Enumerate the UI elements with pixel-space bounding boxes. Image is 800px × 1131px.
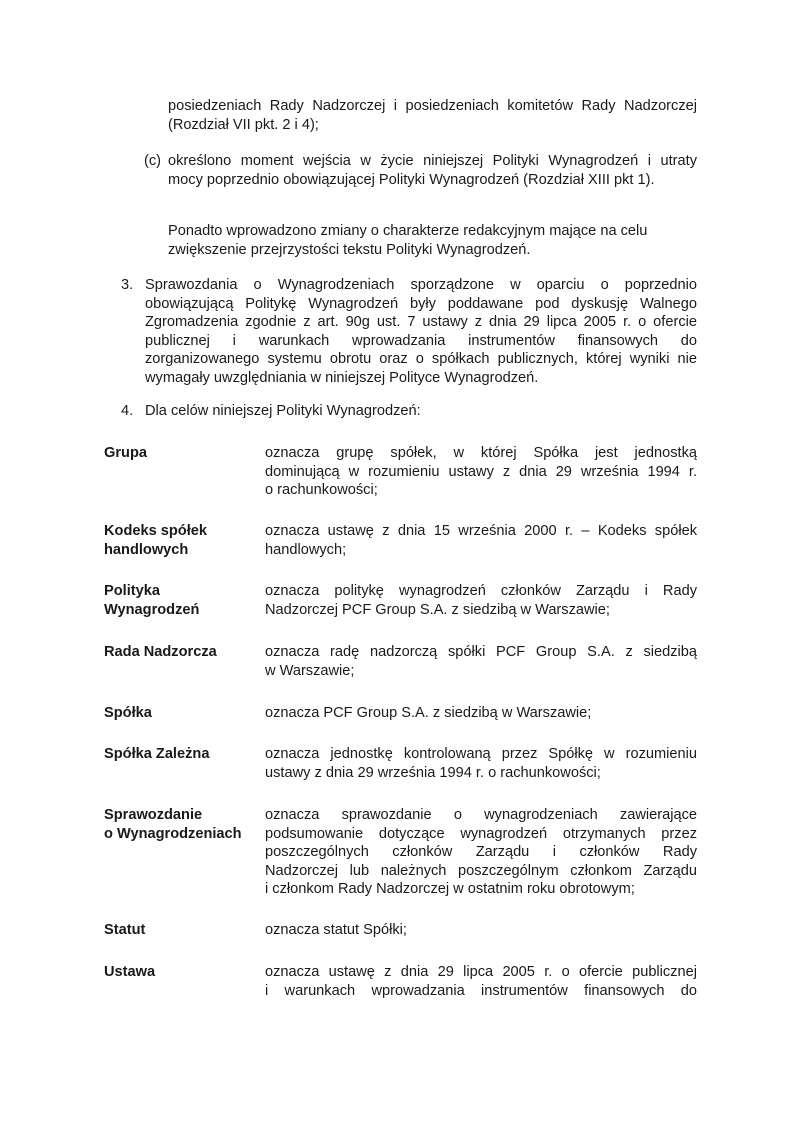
definition-term-polityka: Polityka Wynagrodzeń <box>104 583 200 618</box>
definition-text-spolka-zalezna: oznacza jednostkę kontrolowaną przez Spółkę w rozumieniu ustawy z dnia 29 września 1994 r. o rachunkowości; <box>265 746 697 781</box>
text-line: Ponadto wprowadzono zmiany o charakterze redakcyjnym mające na celu <box>168 223 648 239</box>
text-line: zwiększenie przejrzystości tekstu Polityki Wynagrodzeń. <box>168 241 531 258</box>
definition-term-spolka: Spółka <box>104 705 152 721</box>
text-line: wymagały uwzględniania w niniejszej Polityce Wynagrodzeń. <box>145 369 539 386</box>
definition-text-rada-nadzorcza: oznacza radę nadzorczą spółki PCF Group S.A. z siedzibą w Warszawie; <box>265 644 697 679</box>
definition-text-kodeks: oznacza ustawę z dnia 15 września 2000 r. – Kodeks spółek handlowych; <box>265 523 697 558</box>
definition-term-spolka-zalezna: Spółka Zależna <box>104 746 210 762</box>
text-line: Sprawozdania o Wynagrodzeniach sporządzone w oparciu o poprzednio <box>145 277 697 293</box>
item-3-marker: 3. <box>121 277 134 293</box>
definition-term-statut: Statut <box>104 922 146 938</box>
definition-text-ustawa: oznacza ustawę z dnia 29 lipca 2005 r. o ofercie publicznej i warunkach wprowadzania instrumentów finansowych do <box>265 964 697 999</box>
text-line: posiedzeniach Rady Nadzorczej i posiedzeniach komitetów Rady Nadzorczej <box>168 98 697 114</box>
text-line: (Rozdział VII pkt. 2 i 4); <box>168 116 319 133</box>
ponadto-paragraph <box>168 222 697 259</box>
item-c-text <box>168 152 697 189</box>
text-line: określono moment wejścia w życie niniejszej Polityki Wynagrodzeń i utraty <box>168 153 697 169</box>
definition-term-grupa: Grupa <box>104 445 147 461</box>
definition-text-polityka: oznacza politykę wynagrodzeń członków Zarządu i Rady Nadzorczej PCF Group S.A. z siedzibą w Warszawie; <box>265 583 697 618</box>
text-line: obowiązującą Politykę Wynagrodzeń były poddawane pod dyskusję Walnego <box>145 295 697 312</box>
definition-text-sprawozdanie: oznacza sprawozdanie o wynagrodzeniach zawierające podsumowanie dotyczące wynagrodzeń otrzymanych przez poszczególnych członków Zarządu i członków Rady Nadzorczej lub należnych poszczególnym członkom Zarządu i członkom Rady Nadzorczej w ostatnim roku obrotowym; <box>265 807 697 897</box>
item-4-marker: 4. <box>121 403 134 419</box>
definition-term-ustawa: Ustawa <box>104 964 156 980</box>
definition-text-grupa: oznacza grupę spółek, w której Spółka jest jednostką dominującą w rozumieniu ustawy z dnia 29 września 1994 r. o rachunkowości; <box>265 445 697 498</box>
definition-term-rada-nadzorcza: Rada Nadzorcza <box>104 644 217 660</box>
definition-text-spolka: oznacza PCF Group S.A. z siedzibą w Warszawie; <box>265 705 592 721</box>
item-b-continuation <box>168 97 697 134</box>
definition-term-sprawozdanie: Sprawozdanie o Wynagrodzeniach <box>104 807 242 842</box>
item-c-marker: (c) <box>144 153 162 169</box>
definition-term-kodeks: Kodeks spółek handlowych <box>104 523 208 558</box>
text-line: publicznej i warunkach wprowadzania instrumentów finansowych do <box>145 332 697 349</box>
text-line: Zgromadzenia zgodnie z art. 90g ust. 7 ustawy z dnia 29 lipca 2005 r. o ofercie <box>145 314 697 330</box>
item-3-text <box>145 276 697 387</box>
item-4-text: Dla celów niniejszej Polityki Wynagrodzeń: <box>145 403 421 419</box>
text-line: zorganizowanego systemu obrotu oraz o spółkach publicznych, której wyniki nie <box>145 351 697 367</box>
definition-text-statut: oznacza statut Spółki; <box>265 922 407 938</box>
text-line: mocy poprzednio obowiązującej Polityki Wynagrodzeń (Rozdział XIII pkt 1). <box>168 171 655 188</box>
